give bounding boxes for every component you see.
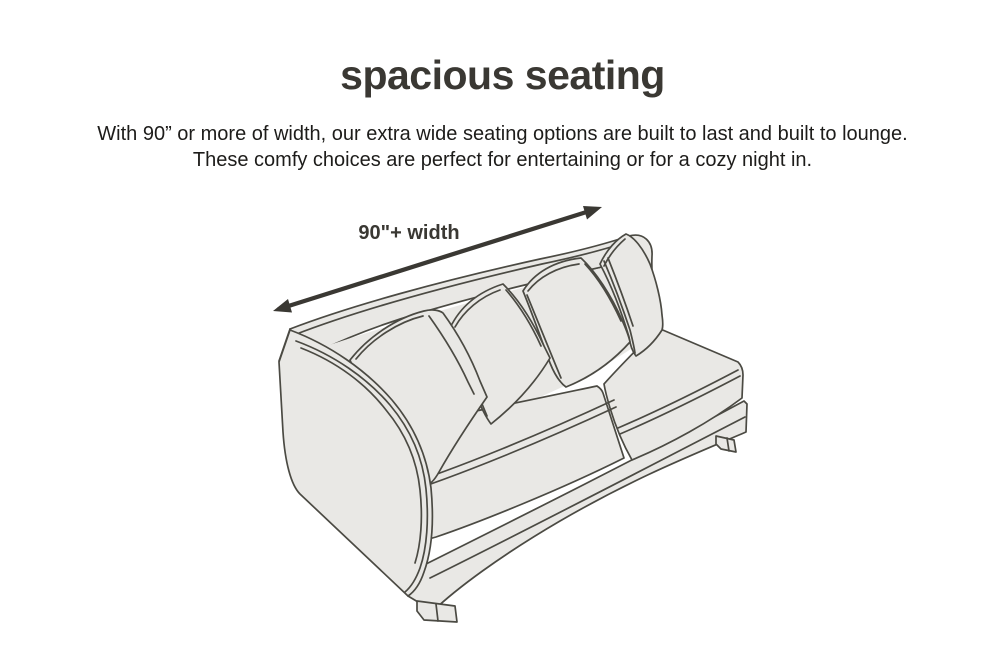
arrow-head-left-icon [273, 299, 292, 313]
dimension-label: 90"+ width [358, 222, 460, 244]
sofa-illustration [279, 234, 747, 622]
description-line-1: With 90” or more of width, our extra wide seating options are built to last and built to lounge. [97, 123, 908, 145]
arrow-head-right-icon [583, 206, 602, 220]
page-title: spacious seating [340, 52, 665, 98]
description-line-2: These comfy choices are perfect for entertaining or for a cozy night in. [192, 149, 813, 171]
